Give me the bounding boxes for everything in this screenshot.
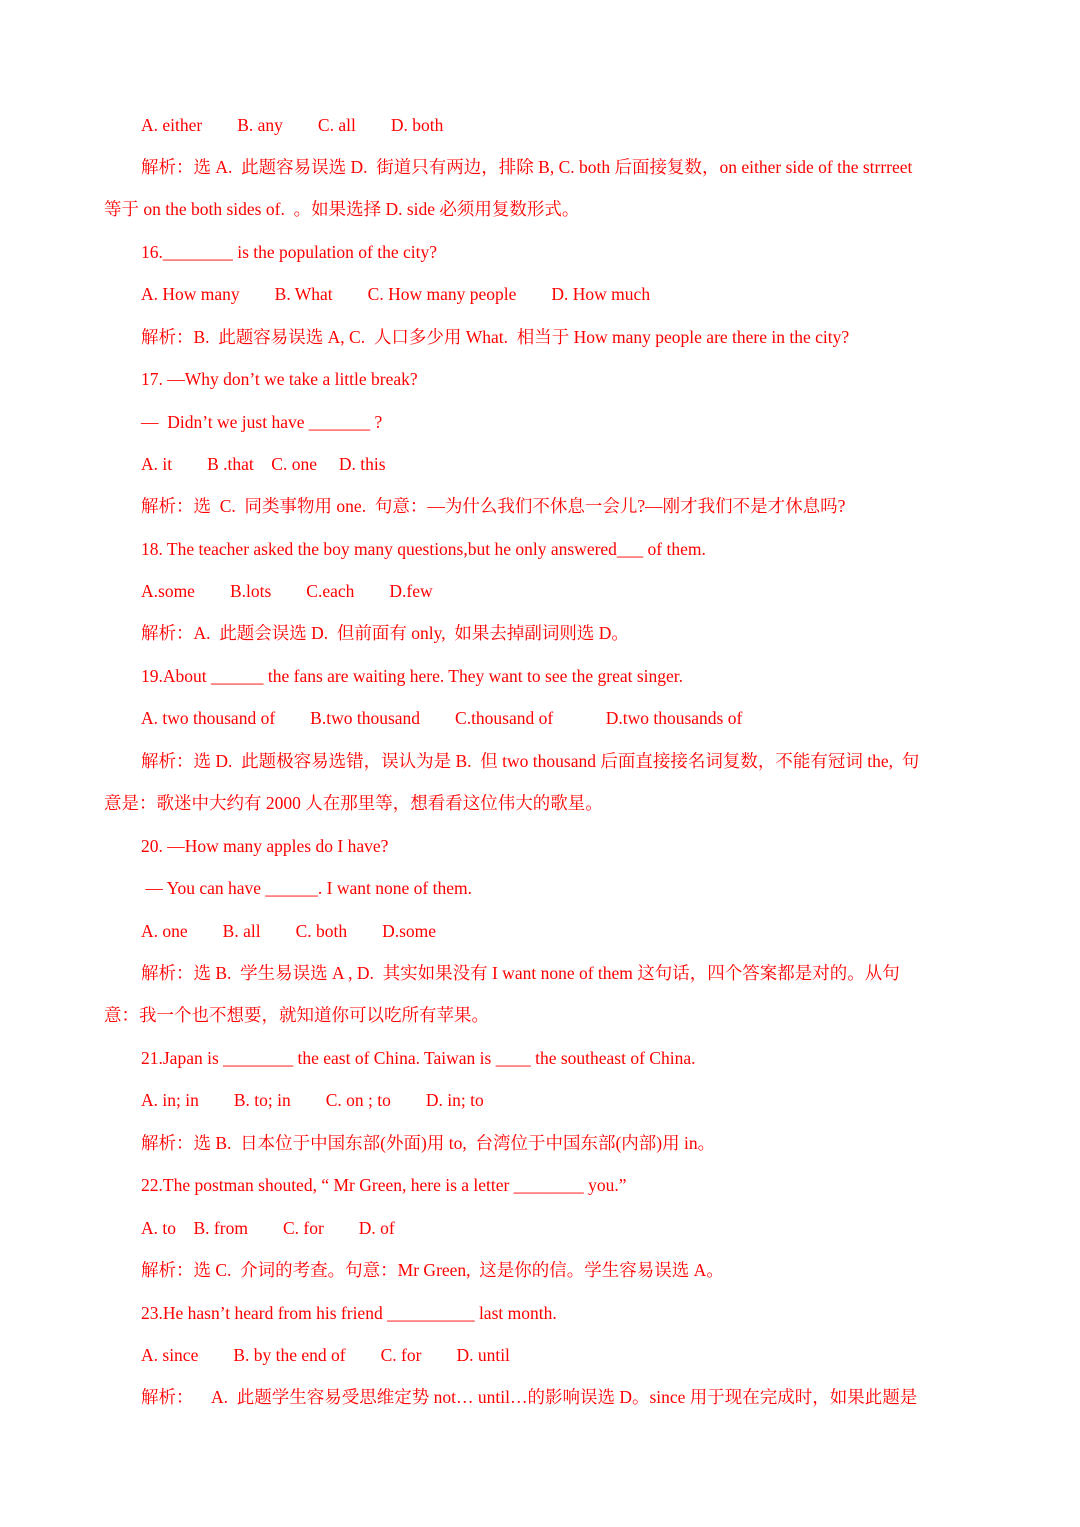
question-line: 20. —How many apples do I have? — [141, 836, 389, 856]
option-line: A. since B. by the end of C. for D. until — [141, 1345, 510, 1365]
explanation-continuation-line: 等于 on the both sides of. 。如果选择 D. side 必须用复数形式。 — [104, 199, 580, 219]
explanation-continuation-line: 意：我一个也不想要，就知道你可以吃所有苹果。 — [104, 1005, 489, 1025]
option-line: A. to B. from C. for D. of — [141, 1218, 395, 1238]
explanation-line: 解析：选 C. 介词的考查。句意：Mr Green, 这是你的信。学生容易误选 A。 — [141, 1260, 724, 1280]
explanation-continuation-line: 意是：歌迷中大约有 2000 人在那里等，想看看这位伟大的歌星。 — [104, 793, 603, 813]
option-line: A. either B. any C. all D. both — [141, 115, 444, 135]
explanation-line: 解析： A. 此题学生容易受思维定势 not… until…的影响误选 D。since 用于现在完成时，如果此题是 — [141, 1387, 918, 1407]
question-line: 17. —Why don’t we take a little break? — [141, 369, 418, 389]
explanation-line: 解析：选 B. 学生易误选 A , D. 其实如果没有 I want none of them 这句话，四个答案都是对的。从句 — [141, 963, 900, 983]
explanation-line: 解析：选 A. 此题容易误选 D. 街道只有两边，排除 B, C. both 后面接复数，on either side of the strrreet — [141, 157, 913, 177]
explanation-line: 解析：选 D. 此题极容易选错，误认为是 B. 但 two thousand 后面直接接名词复数，不能有冠词 the, 句 — [141, 751, 920, 771]
explanation-line: 解析：B. 此题容易误选 A, C. 人口多少用 What. 相当于 How many people are there in the city? — [141, 327, 850, 347]
question-line: 22.The postman shouted, “ Mr Green, here is a letter ________ you.” — [141, 1175, 627, 1195]
question-line: 19.About ______ the fans are waiting here. They want to see the great singer. — [141, 666, 684, 686]
explanation-line: 解析：A. 此题会误选 D. 但前面有 only, 如果去掉副词则选 D。 — [141, 623, 629, 643]
option-line: A. in; in B. to; in C. on ; to D. in; to — [141, 1090, 484, 1110]
option-line: A. it B .that C. one D. this — [141, 454, 386, 474]
question-line: 23.He hasn’t heard from his friend __________ last month. — [141, 1303, 557, 1323]
option-line: A. two thousand of B.two thousand C.thousand of D.two thousands of — [141, 708, 743, 728]
question-line: — You can have ______. I want none of them. — [141, 878, 472, 898]
question-line: 21.Japan is ________ the east of China. Taiwan is ____ the southeast of China. — [141, 1048, 696, 1068]
explanation-line: 解析：选 C. 同类事物用 one. 句意：—为什么我们不休息一会儿?—刚才我们不是才休息吗? — [141, 496, 846, 516]
question-line: 18. The teacher asked the boy many questions,but he only answered___ of them. — [141, 539, 706, 559]
option-line: A.some B.lots C.each D.few — [141, 581, 433, 601]
option-line: A. one B. all C. both D.some — [141, 921, 437, 941]
question-line: — Didn’t we just have _______ ? — [141, 412, 383, 432]
explanation-line: 解析：选 B. 日本位于中国东部(外面)用 to, 台湾位于中国东部(内部)用 in。 — [141, 1133, 716, 1153]
option-line: A. How many B. What C. How many people D. How much — [141, 284, 651, 304]
question-line: 16.________ is the population of the city? — [141, 242, 437, 262]
